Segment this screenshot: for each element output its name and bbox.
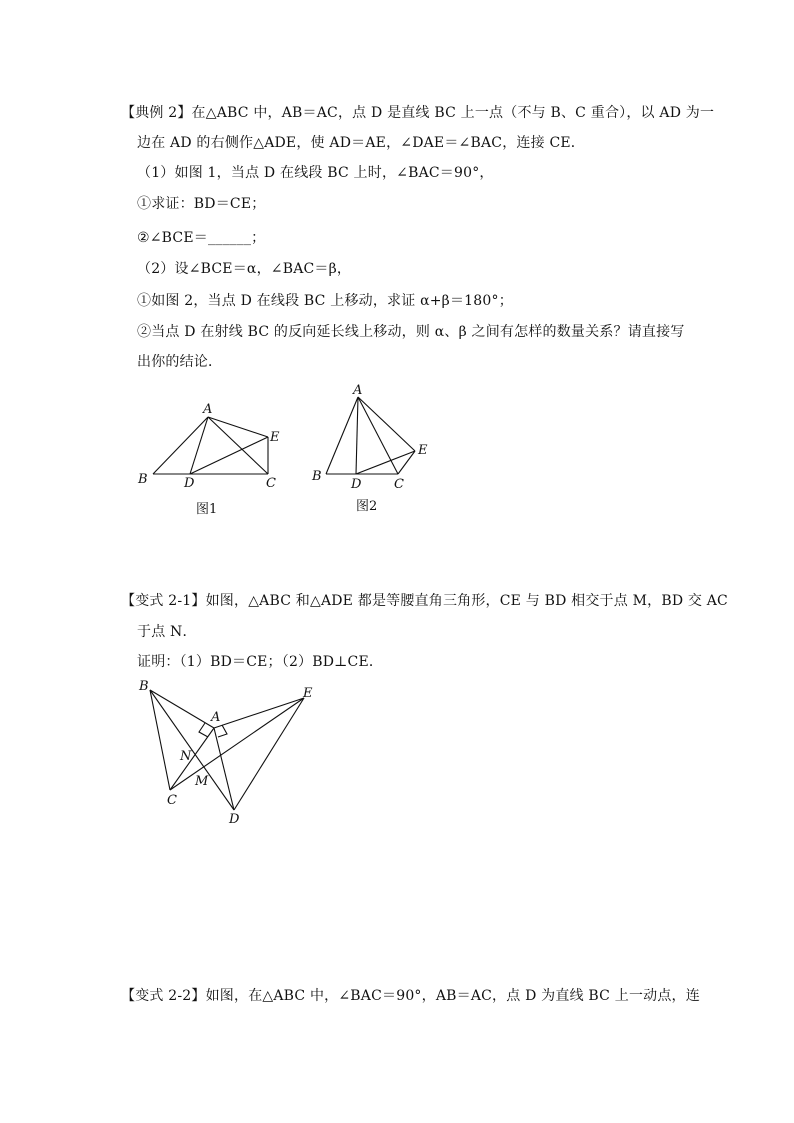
v21-label-c: C — [167, 793, 177, 808]
v21-label-a: A — [211, 710, 221, 725]
fig1-label-a: A — [203, 402, 213, 417]
fig2-label-e: E — [418, 443, 428, 458]
v21-label-n: N — [180, 749, 192, 764]
fig2-segment-ab — [326, 397, 358, 474]
variant21-heading-line: 【变式 2-1】如图，△ABC 和△ADE 都是等腰直角三角形，CE 与 BD 相交于点 M，BD 交 AC — [121, 593, 728, 609]
v21-label-d: D — [229, 812, 240, 827]
fig1-segment-ab — [153, 417, 208, 474]
fig1-caption: 图1 — [196, 502, 218, 517]
fig2-segment-ae — [358, 397, 415, 451]
example2-part2-q2-cont: 出你的结论． — [137, 354, 223, 370]
example2-text-line-2: 边在 AD 的右侧作△ADE，使 AD＝AE，∠DAE＝∠BAC，连接 CE． — [137, 135, 585, 151]
v21-label-e: E — [303, 686, 313, 701]
v21-right-angle-dae — [218, 725, 227, 737]
fig2-label-c: C — [394, 477, 404, 492]
v21-segment-ad — [214, 728, 234, 810]
example2-part1-q2: ②∠BCE＝______； — [137, 230, 266, 246]
variant22-heading-line: 【变式 2-2】如图，在△ABC 中，∠BAC＝90°，AB＝AC，点 D 为直线 BC 上一动点，连 — [121, 988, 700, 1004]
fig2-caption: 图2 — [356, 499, 378, 514]
example2-part1: （1）如图 1，当点 D 在线段 BC 上时，∠BAC＝90°， — [137, 165, 494, 181]
v21-segment-bd — [150, 690, 234, 810]
fig1-label-e: E — [270, 430, 280, 445]
example2-part1-q1: ①求证：BD＝CE； — [137, 196, 266, 212]
fig2-label-d: D — [351, 477, 362, 492]
variant21-proof-line: 证明：（1）BD＝CE；（2）BD⊥CE． — [137, 654, 384, 670]
v21-segment-ed — [234, 698, 304, 810]
v21-segment-ba — [150, 690, 214, 728]
v21-segment-ce — [170, 698, 304, 790]
example2-heading-line: 【典例 2】在△ABC 中，AB＝AC，点 D 是直线 BC 上一点（不与 B、C 重合），以 AD 为一 — [121, 105, 715, 121]
fig1-segment-ac — [208, 417, 268, 474]
example2-part2-q1: ①如图 2，当点 D 在线段 BC 上移动，求证 α+β＝180°； — [137, 293, 513, 309]
v21-right-angle-bac — [199, 723, 208, 737]
v21-label-m: M — [195, 774, 209, 789]
fig2-label-a: A — [353, 383, 363, 398]
example2-part2: （2）设∠BCE＝α，∠BAC＝β， — [137, 261, 352, 277]
fig1-label-d: D — [184, 476, 195, 491]
fig1-label-c: C — [266, 476, 276, 491]
fig1-segment-de — [190, 437, 268, 474]
fig2-label-b: B — [312, 469, 322, 484]
v21-label-b: B — [139, 679, 149, 694]
fig2-segment-ac — [358, 397, 398, 474]
example2-part2-q2: ②当点 D 在射线 BC 的反向延长线上移动，则 α、β 之间有怎样的数量关系？请直接写 — [137, 324, 685, 340]
variant21-text-line-2: 于点 N． — [137, 624, 197, 640]
fig1-label-b: B — [138, 472, 148, 487]
v21-segment-ae — [214, 698, 304, 728]
fig2-segment-ad — [356, 397, 358, 474]
fig1-segment-ae — [208, 417, 268, 437]
